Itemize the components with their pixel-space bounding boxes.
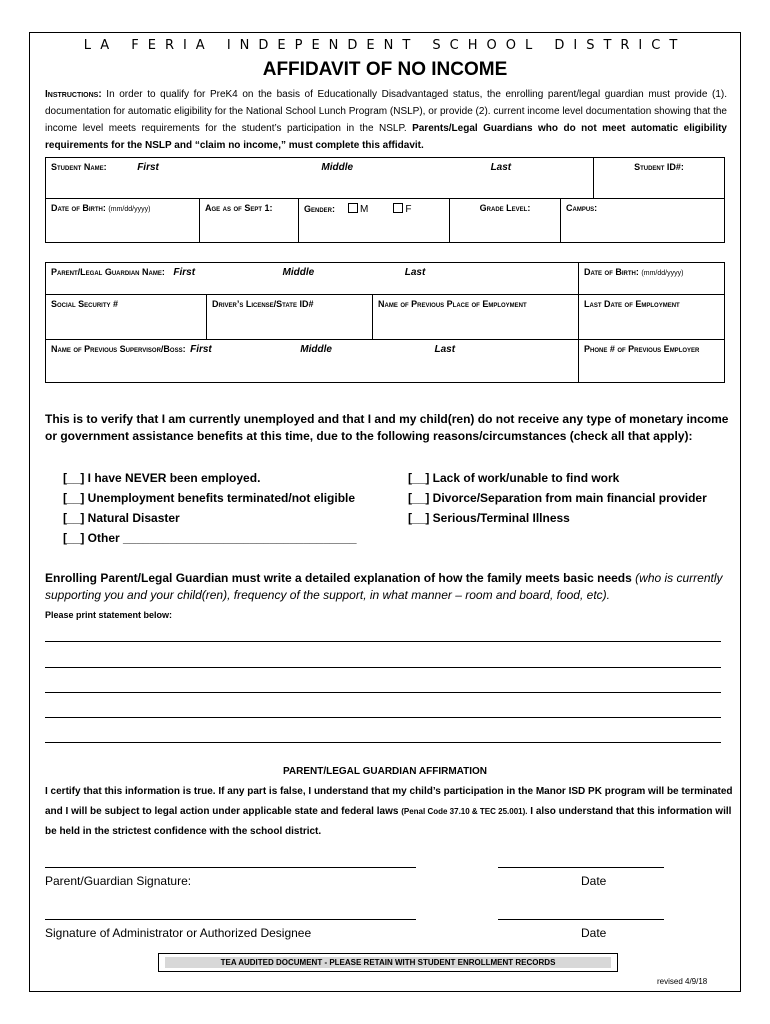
- admin-date-label: Date: [581, 926, 607, 940]
- reason-never-employed[interactable]: [__] I have NEVER been employed.: [63, 471, 261, 485]
- guardian-name-cell[interactable]: Parent/Legal Guardian Name: First Middle Last: [46, 263, 579, 295]
- dob-cell[interactable]: Date of Birth: (mm/dd/yyyy): [46, 199, 200, 243]
- employer-phone-cell[interactable]: Phone # of Previous Employer: [579, 340, 725, 383]
- last-employment-date-cell[interactable]: Last Date of Employment: [579, 295, 725, 340]
- reason-divorce-separation[interactable]: [__] Divorce/Separation from main financial provider: [408, 491, 707, 505]
- instructions-bold-text: Parents/Legal Guardians who do not meet automatic eligibility requirements for the NSLP and “claim no income,” must complete this affidavit.: [45, 123, 727, 151]
- statement-line[interactable]: [45, 667, 721, 668]
- grade-cell[interactable]: Grade Level:: [450, 199, 561, 243]
- parent-date-label: Date: [581, 874, 607, 888]
- admin-signature-label: Signature of Administrator or Authorized Designee: [45, 926, 312, 940]
- gender-cell: Gender: M F: [299, 199, 450, 243]
- student-name-cell[interactable]: Student Name: First Middle Last: [46, 158, 594, 199]
- audit-notice: [158, 953, 618, 972]
- parent-signature-label: Parent/Guardian Signature:: [45, 874, 192, 888]
- instructions: [45, 86, 727, 154]
- reason-illness[interactable]: [__] Serious/Terminal Illness: [408, 511, 570, 525]
- supervisor-cell[interactable]: Name of Previous Supervisor/Boss: First Middle Last: [46, 340, 579, 383]
- revision-date: revised 4/9/18: [657, 977, 708, 986]
- affirmation-heading: PARENT/LEGAL GUARDIAN AFFIRMATION: [282, 766, 488, 777]
- male-checkbox[interactable]: [348, 203, 358, 213]
- affirmation-text: I certify that this information is true. If any part is false, I understand that my child’s participation in the Manor ISD PK program will be terminated and I will be subject to legal action under applicable state and federal laws (Penal Code 37.10 & TEC 25.001). I also understand that this information will be held in the strictest confidence with the school district.: [45, 786, 733, 837]
- admin-signature-line[interactable]: [45, 919, 416, 920]
- parent-info-table: [45, 262, 725, 383]
- parent-signature-line[interactable]: [45, 867, 416, 868]
- form-title: AFFIDAVIT OF NO INCOME: [262, 59, 508, 80]
- district-name: LA FERIA INDEPENDENT SCHOOL DISTRICT: [83, 38, 687, 53]
- statement-line[interactable]: [45, 692, 721, 693]
- print-statement-label: Please print statement below:: [45, 610, 173, 620]
- instructions-text: In order to qualify for PreK4 on the basis of Educationally Disadvantaged status, the enrolling parent/legal guardian must provide (1). documentation for automatic eligibility for the National School Lunch Program (NSLP), or provide (2). current income level documentation showing that the income level meets requirements for the student’s participation in the NSLP.: [45, 89, 728, 134]
- student-id-cell[interactable]: Student ID#:: [594, 158, 725, 199]
- reason-natural-disaster[interactable]: [__] Natural Disaster: [63, 511, 180, 525]
- audit-notice-text: TEA AUDITED DOCUMENT - PLEASE RETAIN WITH STUDENT ENROLLMENT RECORDS: [165, 957, 611, 968]
- explanation-instructions: Enrolling Parent/Legal Guardian must write a detailed explanation of how the family meets basic needs (who is currently supporting you and your child(ren), frequency of the support, in what manner – room and board, food, etc).: [45, 571, 723, 602]
- reason-unemployment-terminated[interactable]: [__] Unemployment benefits terminated/not eligible: [63, 491, 356, 505]
- parent-date-line[interactable]: [498, 867, 664, 868]
- verification-statement: This is to verify that I am currently unemployed and that I and my child(ren) do not receive any type of monetary income or government assistance benefits at this time, due to the following reasons/circumstances (check all that apply):: [45, 412, 729, 443]
- statement-line[interactable]: [45, 717, 721, 718]
- prev-employment-cell[interactable]: Name of Previous Place of Employment: [373, 295, 579, 340]
- statement-line[interactable]: [45, 641, 721, 642]
- ssn-cell[interactable]: Social Security #: [46, 295, 207, 340]
- reason-other[interactable]: [__] Other ___________________________________: [63, 531, 357, 545]
- license-cell[interactable]: Driver’s License/State ID#: [207, 295, 373, 340]
- female-checkbox[interactable]: [393, 203, 403, 213]
- student-info-table: [45, 157, 725, 243]
- guardian-dob-cell[interactable]: Date of Birth: (mm/dd/yyyy): [579, 263, 725, 295]
- statement-line[interactable]: [45, 742, 721, 743]
- admin-date-line[interactable]: [498, 919, 664, 920]
- instructions-label: Instructions:: [45, 89, 102, 100]
- reason-lack-of-work[interactable]: [__] Lack of work/unable to find work: [408, 471, 620, 485]
- age-cell[interactable]: Age as of Sept 1:: [200, 199, 299, 243]
- campus-cell[interactable]: Campus:: [561, 199, 725, 243]
